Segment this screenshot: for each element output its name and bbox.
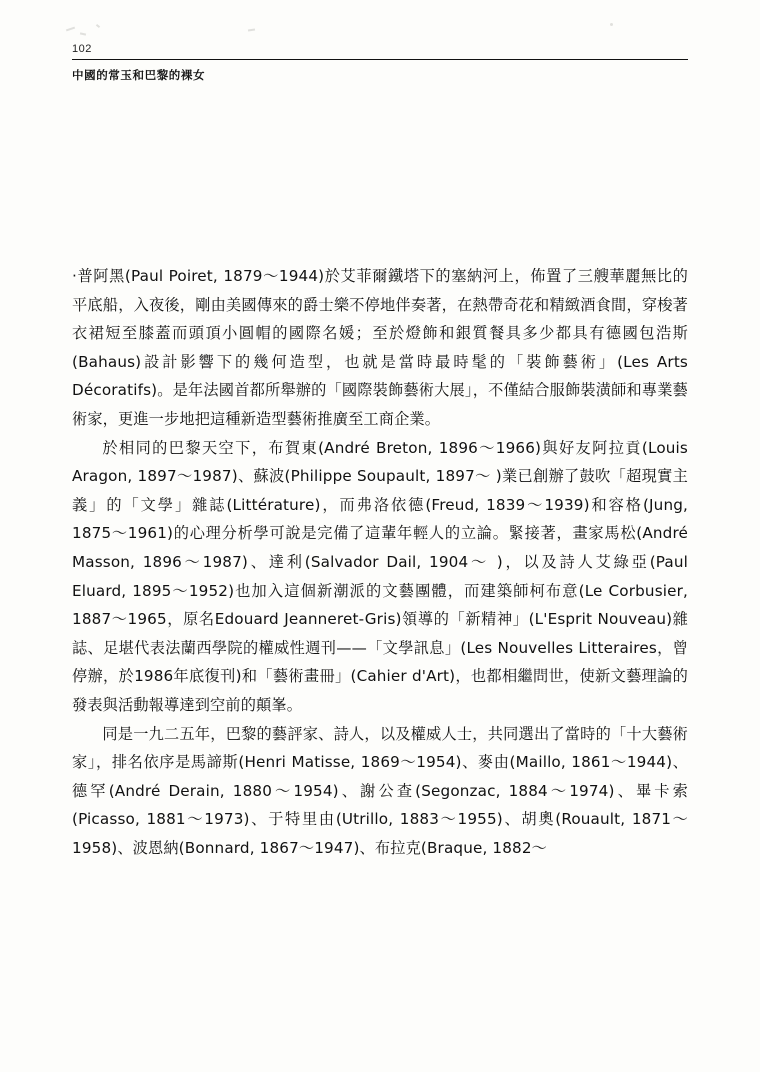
- page-number: 102: [72, 43, 92, 55]
- scan-speckle: [96, 24, 100, 28]
- paragraph: 同是一九二五年，巴黎的藝評家、詩人，以及權威人士，共同選出了當時的「十大藝術家」，排名依序是馬諦斯(Henri Matisse, 1869～1954)、麥由(Maillo, 1861～1944)、德罕(André Derain, 1880～1954)、謝公查(Segonzac, 1884～1974)、畢卡索(Picasso, 1881～1973)、于特里由(Utrillo, 1883～1955)、胡奧(Rouault, 1871～1958)、波恩納(Bonnard, 1867～1947)、布拉克(Braque, 1882～: [72, 724, 688, 857]
- header-divider: [72, 59, 688, 60]
- page-header: [72, 42, 688, 83]
- paragraph: ‧普阿黑(Paul Poiret, 1879～1944)於艾菲爾鐵塔下的塞納河上，佈置了三艘華麗無比的平底船，入夜後，剛由美國傳來的爵士樂不停地伴奏著，在熱帶奇花和精緻酒食間，穿梭著衣裙短至膝蓋而頭頂小圓帽的國際名媛；至於燈飾和銀質餐具多少都具有德國包浩斯(Bahaus)設計影響下的幾何造型，也就是當時最時髦的「裝飾藝術」(Les Arts Décoratifs)。是年法國首都所舉辦的「國際裝飾藝術大展」，不僅結合服飾裝潢師和專業藝術家，更進一步地把這種新造型藝術推廣至工商企業。: [72, 267, 688, 428]
- scan-speckle: [66, 27, 75, 32]
- paragraph: 於相同的巴黎天空下，布賀東(André Breton, 1896～1966)與好友阿拉貢(Louis Aragon, 1897～1987)、蘇波(Philippe Soupault, 1897～ )業已創辦了鼓吹「超現實主義」的「文學」雜誌(Littérature)，而弗洛依德(Freud, 1839～1939)和容格(Jung, 1875～1961)的心理分析學可說是完備了這輩年輕人的立論。緊接著，畫家馬松(André Masson, 1896～1987)、達利(Salvador Dail, 1904～ )，以及詩人艾綠亞(Paul Eluard, 1895～1952)也加入這個新潮派的文藝團體，而建築師柯布意(Le Corbusier, 1887～1965，原名Edouard Jeanneret-Gris)領導的「新精神」(L'Esprit Nouveau)雜誌、足堪代表法蘭西學院的權威性週刊——「文學訊息」(Les Nouvelles Litteraires，曾停辦，於1986年底復刊)和「藝術畫冊」(Cahier d'Art)，也都相繼問世，使新文藝理論的發表與活動報導達到空前的顛峯。: [72, 438, 688, 714]
- body-text-column: [72, 262, 688, 862]
- scan-speckle: [248, 29, 255, 32]
- scan-speckle: [80, 32, 86, 35]
- running-head: 中國的常玉和巴黎的裸女: [72, 68, 206, 82]
- scan-speckle: [610, 23, 613, 26]
